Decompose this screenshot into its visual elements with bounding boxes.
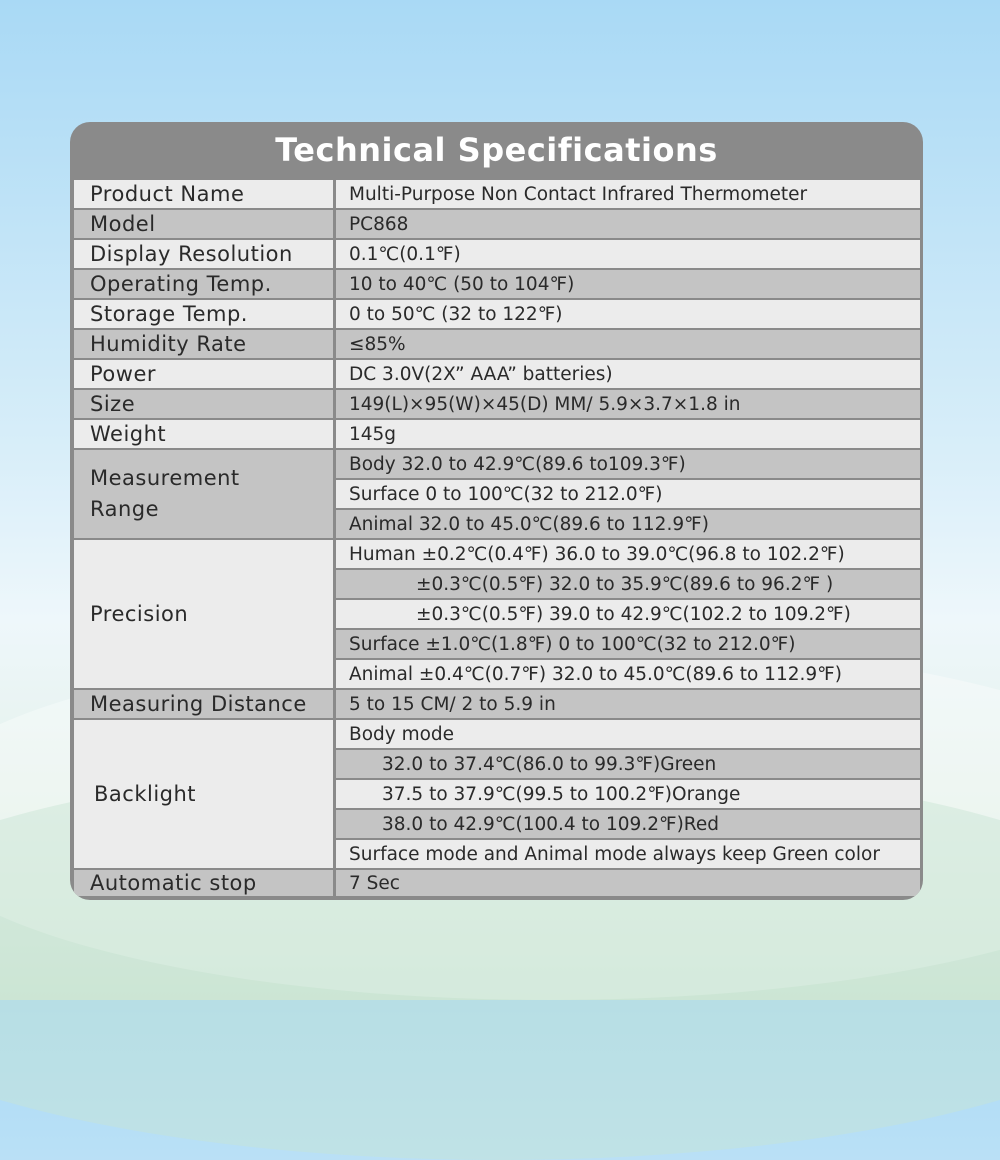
value-backlight-green: 32.0 to 37.4℃(86.0 to 99.3℉)Green — [336, 750, 920, 778]
label-measuring-distance: Measuring Distance — [74, 690, 333, 718]
value-weight: 145g — [336, 420, 920, 448]
value-precision-human-low: ±0.3℃(0.5℉) 32.0 to 35.9℃(89.6 to 96.2℉ ) — [336, 570, 920, 598]
value-product-name: Multi-Purpose Non Contact Infrared Thermometer — [336, 180, 920, 208]
label-measurement-range-line1: Measurement — [90, 466, 240, 490]
value-humidity-rate: ≤85% — [336, 330, 920, 358]
value-precision-human-high: ±0.3℃(0.5℉) 39.0 to 42.9℃(102.2 to 109.2℉) — [336, 600, 920, 628]
value-model: PC868 — [336, 210, 920, 238]
value-backlight-orange: 37.5 to 37.9℃(99.5 to 100.2℉)Orange — [336, 780, 920, 808]
label-backlight: Backlight — [74, 720, 333, 868]
value-measurement-range-body: Body 32.0 to 42.9℃(89.6 to109.3℉) — [336, 450, 920, 478]
value-size: 149(L)×95(W)×45(D) MM/ 5.9×3.7×1.8 in — [336, 390, 920, 418]
label-measurement-range-line2: Range — [90, 497, 160, 521]
label-power: Power — [74, 360, 333, 388]
spec-table — [70, 122, 923, 900]
label-weight: Weight — [74, 420, 333, 448]
label-storage-temp: Storage Temp. — [74, 300, 333, 328]
label-display-resolution: Display Resolution — [74, 240, 333, 268]
value-backlight-body-mode: Body mode — [336, 720, 920, 748]
value-backlight-surface-animal: Surface mode and Animal mode always keep Green color — [336, 840, 920, 868]
value-measuring-distance: 5 to 15 CM/ 2 to 5.9 in — [336, 690, 920, 718]
label-humidity-rate: Humidity Rate — [74, 330, 333, 358]
value-display-resolution: 0.1℃(0.1℉) — [336, 240, 920, 268]
label-measurement-range — [74, 450, 333, 538]
value-power: DC 3.0V(2X” AAA” batteries) — [336, 360, 920, 388]
label-operating-temp: Operating Temp. — [74, 270, 333, 298]
value-backlight-red: 38.0 to 42.9℃(100.4 to 109.2℉)Red — [336, 810, 920, 838]
value-precision-human: Human ±0.2℃(0.4℉) 36.0 to 39.0℃(96.8 to 102.2℉) — [336, 540, 920, 568]
label-size: Size — [74, 390, 333, 418]
value-storage-temp: 0 to 50℃ (32 to 122℉) — [336, 300, 920, 328]
value-precision-animal: Animal ±0.4℃(0.7℉) 32.0 to 45.0℃(89.6 to 112.9℉) — [336, 660, 920, 688]
value-precision-surface: Surface ±1.0℃(1.8℉) 0 to 100℃(32 to 212.0℉) — [336, 630, 920, 658]
value-automatic-stop: 7 Sec — [336, 870, 920, 896]
table-title: Technical Specifications — [275, 131, 718, 169]
label-precision: Precision — [74, 540, 333, 688]
label-model: Model — [74, 210, 333, 238]
label-product-name: Product Name — [74, 180, 333, 208]
value-operating-temp: 10 to 40℃ (50 to 104℉) — [336, 270, 920, 298]
value-measurement-range-surface: Surface 0 to 100℃(32 to 212.0℉) — [336, 480, 920, 508]
label-automatic-stop: Automatic stop — [74, 870, 333, 896]
value-measurement-range-animal: Animal 32.0 to 45.0℃(89.6 to 112.9℉) — [336, 510, 920, 538]
